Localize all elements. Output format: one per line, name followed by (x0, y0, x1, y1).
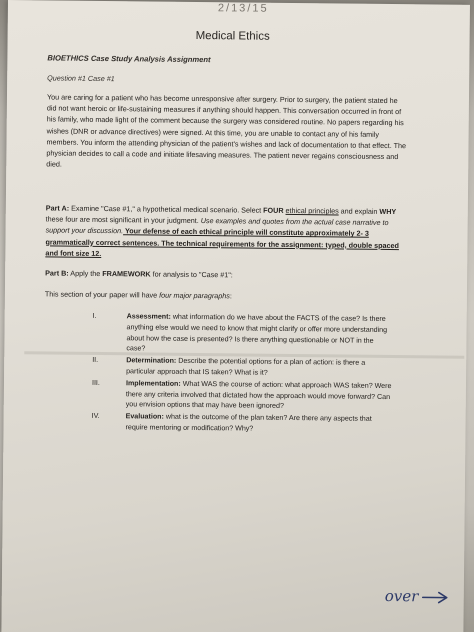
part-b-line (45, 268, 233, 279)
list-item-lead: Determination: (126, 356, 177, 365)
part-a-italic: Use examples and quotes from the actual case narrative to support your discussion. (45, 216, 389, 236)
part-a-text-3: these four are most significant in your judgment. (45, 214, 201, 226)
question-label: Question #1 Case #1 (47, 73, 115, 84)
list-item-text: what is the outcome of the plan taken? Are there any aspects that require mentoring or modification? Why? (125, 412, 372, 433)
part-b-label: Part B: (45, 268, 69, 278)
list-item (91, 411, 391, 436)
list-item-text: What WAS the course of action: what approach WAS taken? Were there any criteria involved that dictated how the approach would move forward? Can you envision options that may have been ignored? (125, 379, 392, 411)
part-b-text-2: for analysis to "Case #1": (150, 269, 233, 280)
handwritten-arrow-icon (422, 590, 450, 604)
list-item-number: III. (91, 378, 100, 387)
list-item-number: IV. (91, 412, 100, 421)
list-item-text: Describe the potential options for a plan of action: is there a particular approach that IS taken? What is it? (126, 356, 366, 377)
paper-sheet (1, 0, 470, 632)
assignment-subtitle: BIOETHICS Case Study Analysis Assignment (47, 53, 211, 65)
part-a-text-1: Examine "Case #1," a hypothetical medical scenario. Select (69, 203, 264, 215)
list-item-lead: Assessment: (126, 312, 171, 321)
list-item-number: II. (92, 356, 99, 365)
section-intro (45, 289, 232, 300)
list-item-number: I. (92, 311, 97, 320)
list-item-text: what information do we have about the FACTS of the case? Is there anything else would we need to know that might clarify or offer more understanding about how the case is presented? Is there anything questionable or NOT in the case? (126, 312, 388, 353)
bleed-through-text: 2/13/15 (217, 2, 269, 15)
part-b-text-1: Apply the (68, 268, 103, 279)
section-italic: four major paragraphs (159, 290, 230, 301)
list-item-lead: Evaluation: (125, 412, 164, 421)
list-item (92, 311, 392, 357)
part-a-why: WHY (379, 206, 397, 217)
section-text-2: : (229, 291, 232, 301)
part-b-framework: FRAMEWORK (102, 269, 151, 279)
framework-list (91, 311, 392, 437)
part-a-label: Part A: (45, 203, 70, 213)
list-item-lead: Implementation: (125, 379, 181, 388)
handwritten-note: over (384, 586, 419, 606)
part-a-requirements: Your defense of each ethical principle will constitute approximately 2- 3 grammatically correct sentences. The technical requirements for the assignment: typed, double spaced and font size 12. (45, 226, 400, 258)
section-text-1: This section of your paper will have (44, 289, 160, 300)
part-a-text-2: and explain (338, 206, 380, 216)
part-a-ethical-principles: ethical principles (285, 205, 339, 216)
case-paragraph: You are caring for a patient who has become unresponsive after surgery. Prior to surgery, the patient stated he did not want heroic or life-sustaining measures if anything should happen. This conversation occurred in front of his family, who made light of the comment because the surgery was considered routine. No papers regarding his wishes (DNR or advance directives) were signed. At this time, you are unable to contact any of his family members. You inform the attending physician of the patient's wishes and lack of documentation to that effect. The physician decides to call a code and initiate lifesaving measures. The patient never regains consciousness and died. (46, 92, 407, 169)
list-item (92, 355, 392, 380)
list-item (92, 378, 392, 414)
part-a-paragraph (45, 202, 408, 262)
part-a-four: FOUR (263, 205, 284, 215)
page-title: Medical Ethics (195, 29, 270, 43)
